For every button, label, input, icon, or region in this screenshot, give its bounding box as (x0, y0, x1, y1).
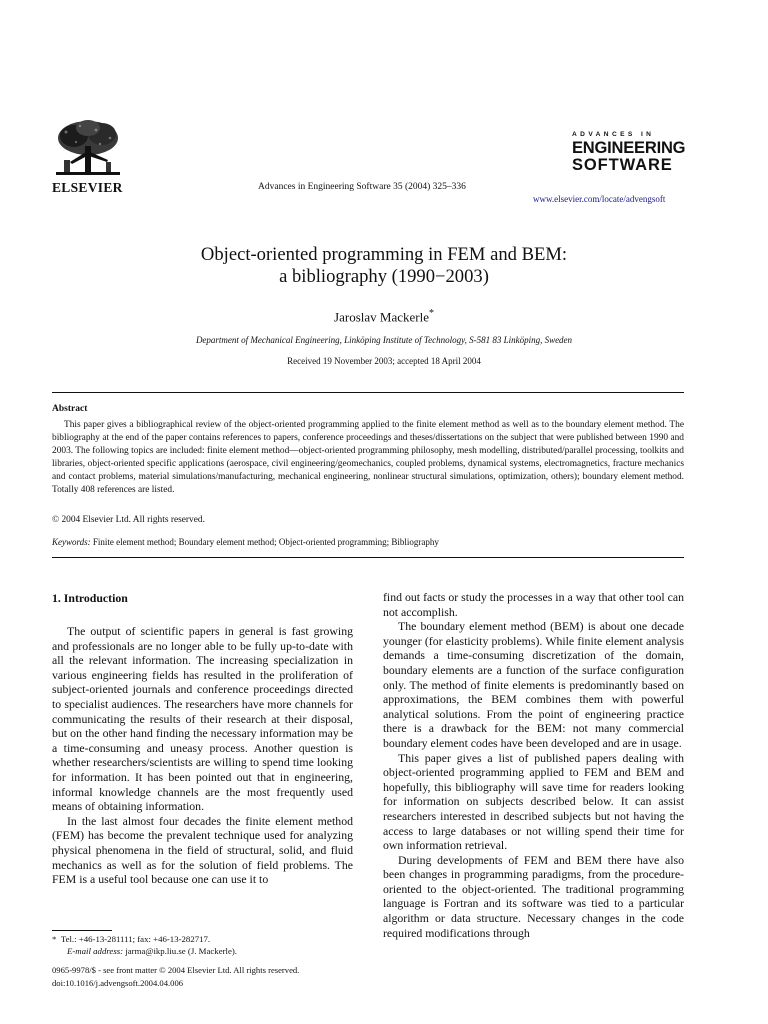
journal-reference: Advances in Engineering Software 35 (2004) 325–336 (258, 182, 466, 192)
author-footnote-mark[interactable]: * (428, 308, 434, 319)
footnote-email-label: E-mail address: (67, 946, 124, 956)
body-paragraph: In the last almost four decades the finite element method (FEM) has become the prevalent technique used for analyzing physical phenomena in the field of structural, solid, and fluid mechanics as well as for the solution of field problems. The FEM is a useful tool because one can use it to (52, 813, 353, 887)
right-column (383, 590, 684, 940)
publisher-name: ELSEVIER (52, 180, 123, 195)
footnote-contact: Tel.: +46-13-281111; fax: +46-13-282717. (60, 934, 211, 944)
keywords-label: Keywords: (52, 537, 91, 547)
footnote-rule (52, 930, 112, 931)
author-affiliation: Department of Mechanical Engineering, Linköping Institute of Technology, S-581 83 Linköping, Sweden (195, 335, 573, 345)
keywords-list: Finite element method; Boundary element method; Object-oriented programming; Bibliography (92, 537, 439, 547)
footnote-contact-line (52, 933, 237, 945)
abstract-heading: Abstract (52, 404, 88, 414)
journal-brand-logo (572, 131, 684, 174)
journal-url-link[interactable]: www.elsevier.com/locate/advengsoft (533, 194, 666, 204)
footnote-email-line (52, 945, 237, 957)
brand-line-engineering: ENGINEERING (572, 139, 686, 157)
doi-line[interactable]: doi:10.1016/j.advengsoft.2004.04.006 (52, 977, 184, 988)
abstract-copyright: © 2004 Elsevier Ltd. All rights reserved. (52, 515, 205, 525)
publication-info (52, 964, 299, 989)
keywords-line (52, 537, 439, 547)
abstract-bottom-rule (52, 557, 684, 558)
body-paragraph: During developments of FEM and BEM there have also been changes in programming paradigms, from the procedure-oriented to the object-oriented. The traditional programming language is Fortran and its software was tied to a particular algorithm or data structure. Necessary changes in the code required modifications through (383, 852, 684, 940)
article-title-line2: a bibliography (1990−2003) (279, 266, 489, 287)
footnote (52, 933, 237, 957)
body-paragraph: The boundary element method (BEM) is about one decade younger (for elasticity problems). While finite element analysis demands a time-consuming discretization of the domain, boundary elements are a function of the surface configuration only. The method of finite elements is predominantly based on approximations, the BEM combines them with powerful analytical solutions. From the point of engineering practice there is a drawback for the BEM: not many commercial boundary element codes have been developed and are in usage. (383, 619, 684, 750)
body-paragraph: find out facts or study the processes in a way that other tool can not accomplish. (383, 590, 684, 619)
section-heading-introduction: 1. Introduction (52, 591, 128, 605)
footnote-mark: * (52, 934, 57, 944)
brand-line-software: SOFTWARE (572, 156, 673, 174)
abstract-top-rule (52, 392, 684, 393)
issn-line: 0965-9978/$ - see front matter © 2004 Elsevier Ltd. All rights reserved. (52, 965, 300, 975)
author-name-text: Jaroslav Mackerle (334, 309, 429, 325)
body-paragraph: The output of scientific papers in general is fast growing and professionals are no longer able to be fully up-to-date with all the relevant information. The increasing specialization in various engineering fields has resulted in the proliferation of subject-oriented journals and conference proceedings directed to specialist audiences. The researchers have more channels for communicating the results of their research at their disposal, but on the other hand finding the necessary information may be a time-consuming and uneasy process. Another question is whether researchers/scientists are willing to spend time looking for information. It has been pointed out that in engineering, informal knowledge channels are the most frequently used means of obtaining information. (52, 624, 353, 814)
left-column (52, 624, 353, 887)
brand-line-advances: ADVANCES IN (572, 131, 655, 138)
abstract-text: This paper gives a bibliographical review of the object-oriented programming applied to the finite element method as well as to the boundary element method. The bibliography at the end of the paper contains references to papers, conference proceedings and theses/dissertations on the subject that were published between 1990 and 2003. The following topics are included: finite element method—object-oriented programming philosophy, mesh modelling, distributed/parallel processing, toolkits and libraries, object-oriented specific applications (aerospace, civil engineering/geomechanics, coupled problems, dynamical systems, electromagnetics, fracture mechanics and contact problems, material simulations/manufacturing, mechanical engineering, nonlinear structural simulations, optimization, others); boundary element method. Totally 408 references are listed. (52, 420, 684, 496)
received-dates: Received 19 November 2003; accepted 18 April 2004 (287, 356, 481, 366)
footnote-email[interactable]: jarma@ikp.liu.se (J. Mackerle). (125, 946, 237, 956)
elsevier-tree-logo-icon (52, 118, 124, 180)
body-paragraph: This paper gives a list of published papers dealing with object-oriented programming applied to FEM and BEM and hopefully, this bibliography will save time for readers looking for information on subjects described below. It can assist researchers interested in described subjects but not having the access to large databases or not willing spend their time for own information retrieval. (383, 750, 684, 853)
article-title-line1: Object-oriented programming in FEM and BEM: (200, 244, 568, 265)
author-name (0, 308, 768, 325)
